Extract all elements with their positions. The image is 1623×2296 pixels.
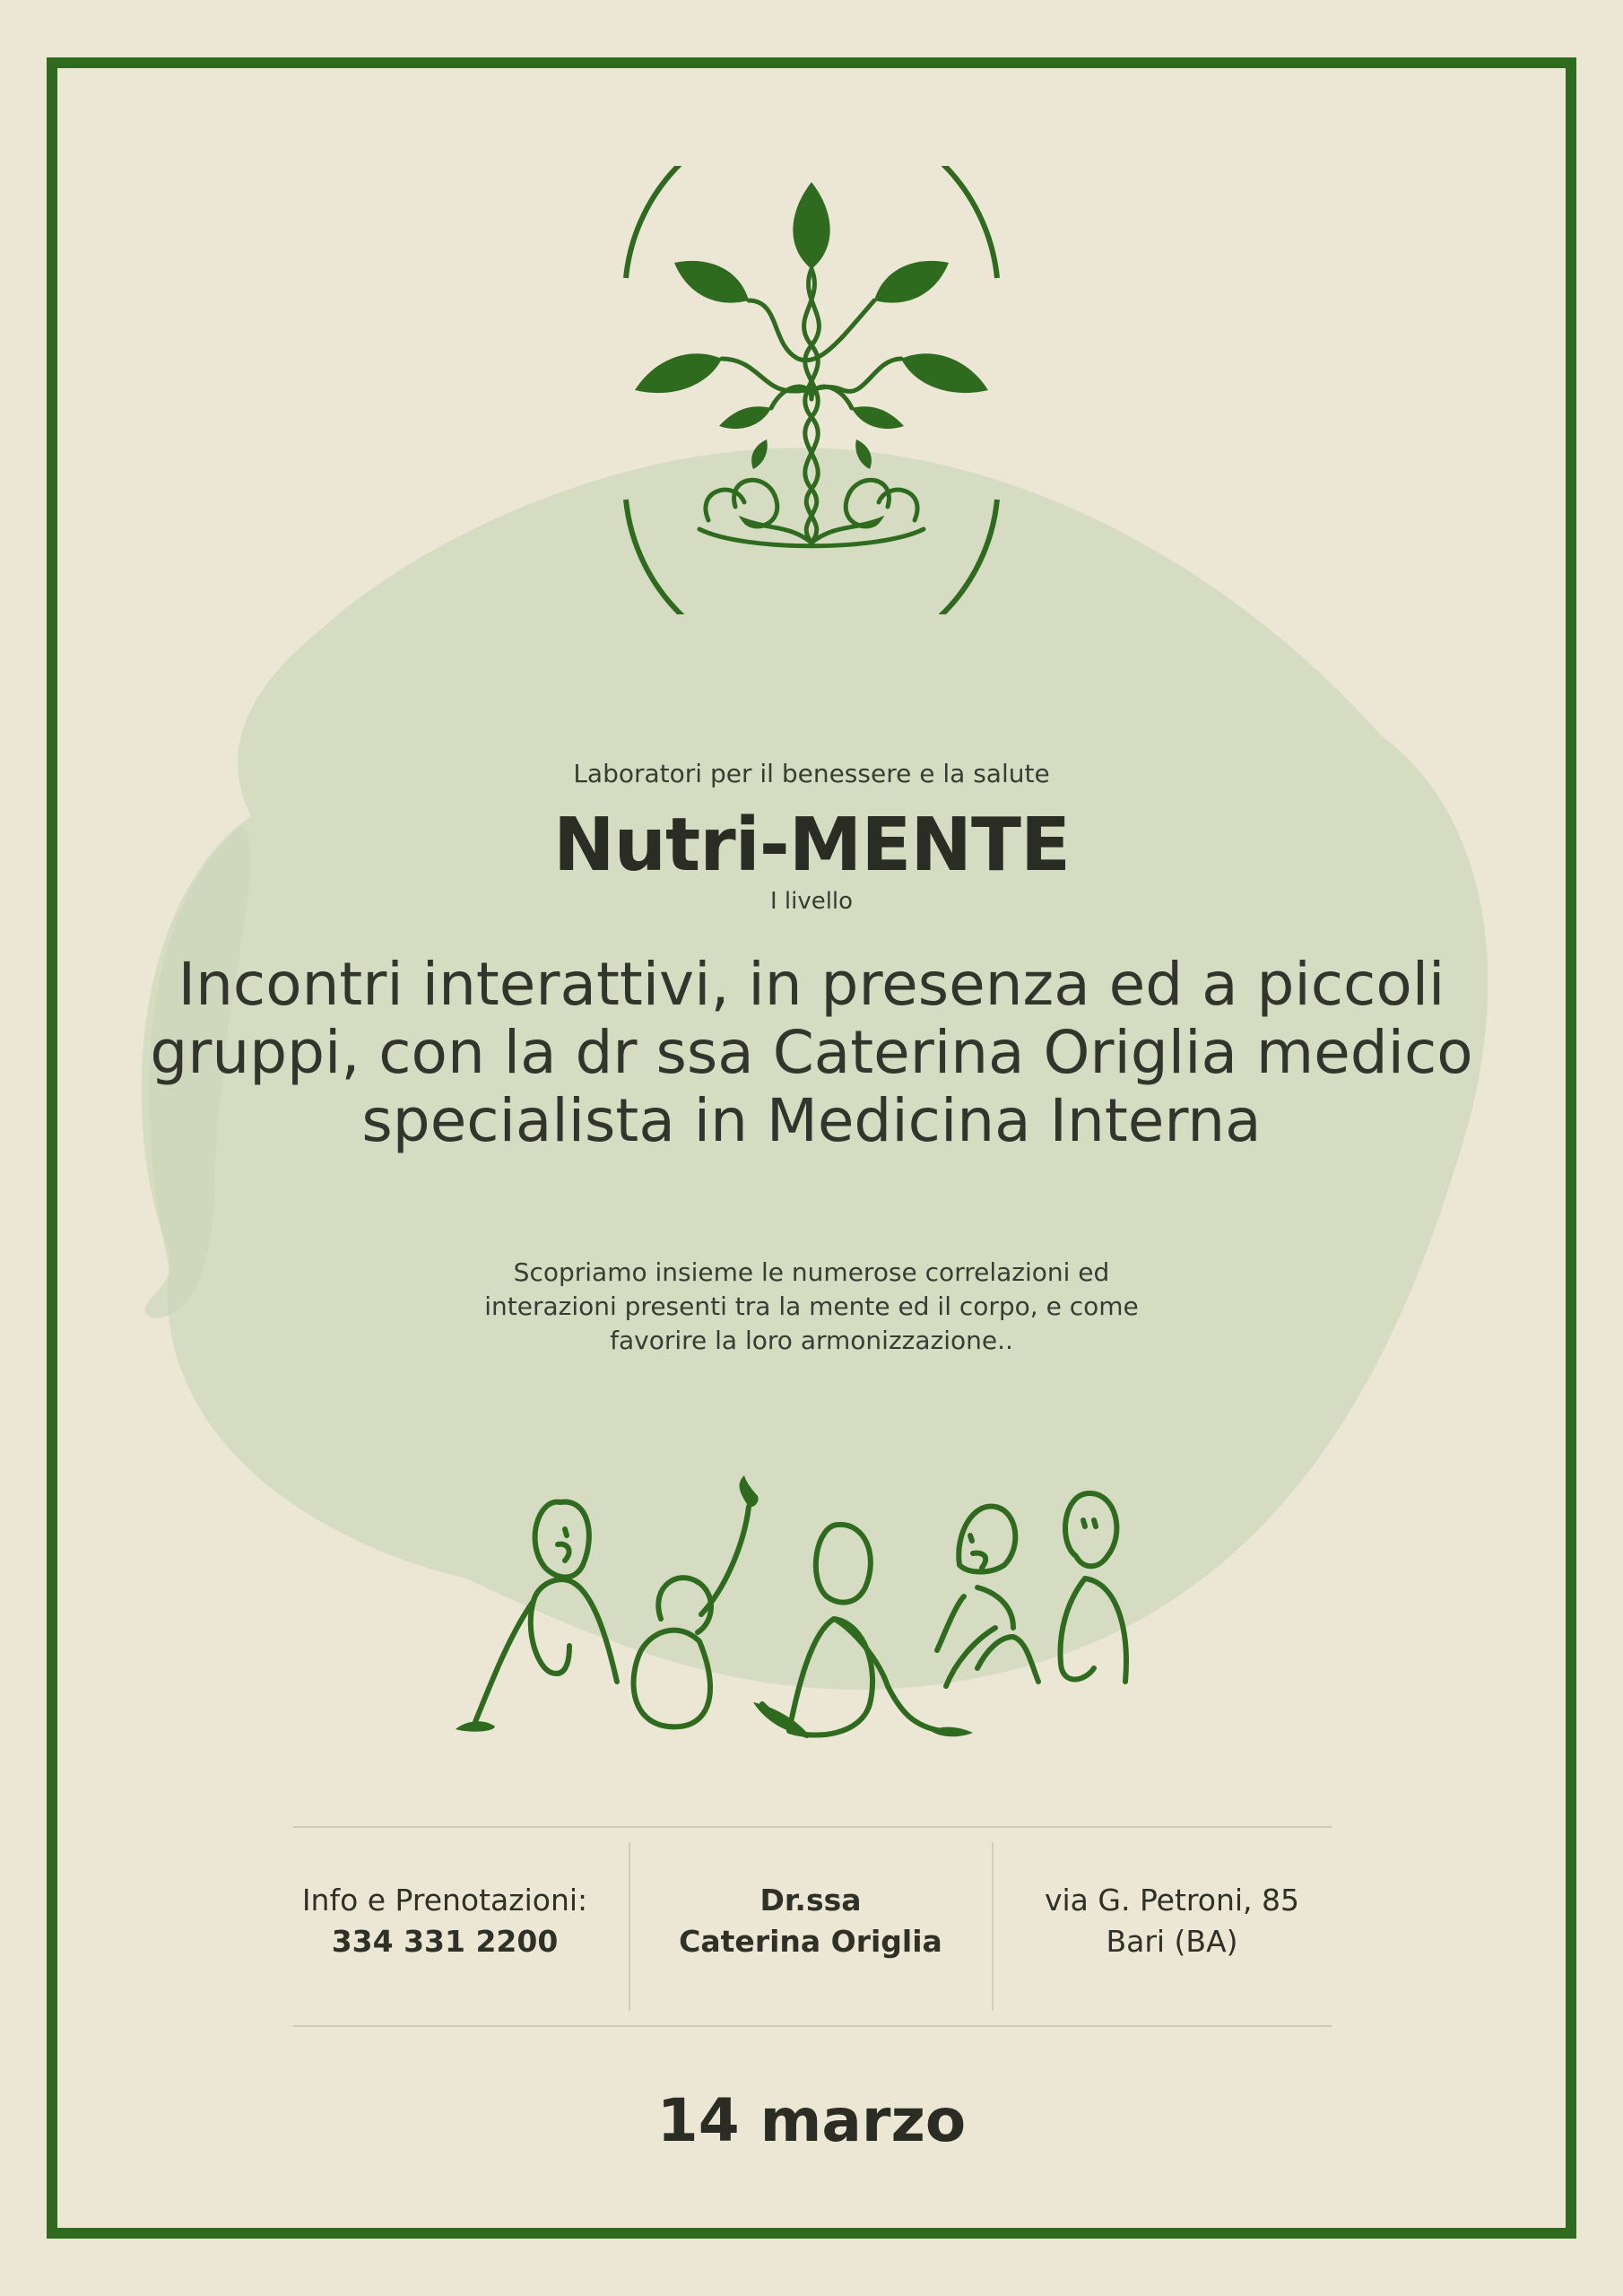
contact-info xyxy=(270,1880,620,1962)
page-title: Nutri-MENTE xyxy=(553,803,1070,888)
doctor-name: Caterina Origlia xyxy=(679,1924,942,1959)
description: Scopriamo insieme le numerose correlazioni ed interazioni presenti tra la mente ed il corpo, e come favorire la loro armonizzazione.. xyxy=(484,1257,1139,1355)
divider-top xyxy=(293,1826,1332,1828)
divider-bottom xyxy=(293,2025,1332,2027)
address-line-2: Bari (BA) xyxy=(1106,1924,1238,1959)
column-divider-2 xyxy=(992,1842,994,2011)
group-of-people-illustration xyxy=(439,1471,1193,1767)
column-divider-1 xyxy=(629,1842,630,2011)
address-line-1: via G. Petroni, 85 xyxy=(1044,1883,1299,1918)
tagline: Laboratori per il benessere e la salute xyxy=(573,759,1050,788)
level-label: I livello xyxy=(769,888,854,915)
doctor-info xyxy=(636,1880,985,1962)
event-date: 14 marzo xyxy=(656,2086,967,2155)
phone-number: 334 331 2200 xyxy=(331,1924,559,1959)
tree-of-life-logo-icon xyxy=(619,166,1004,614)
info-label: Info e Prenotazioni: xyxy=(301,1883,588,1918)
doctor-title: Dr.ssa xyxy=(759,1883,862,1918)
headline: Incontri interattivi, in presenza ed a piccoli gruppi, con la dr ssa Caterina Origlia medico specialista in Medicina Interna xyxy=(150,950,1473,1155)
address-info xyxy=(997,1880,1347,1962)
